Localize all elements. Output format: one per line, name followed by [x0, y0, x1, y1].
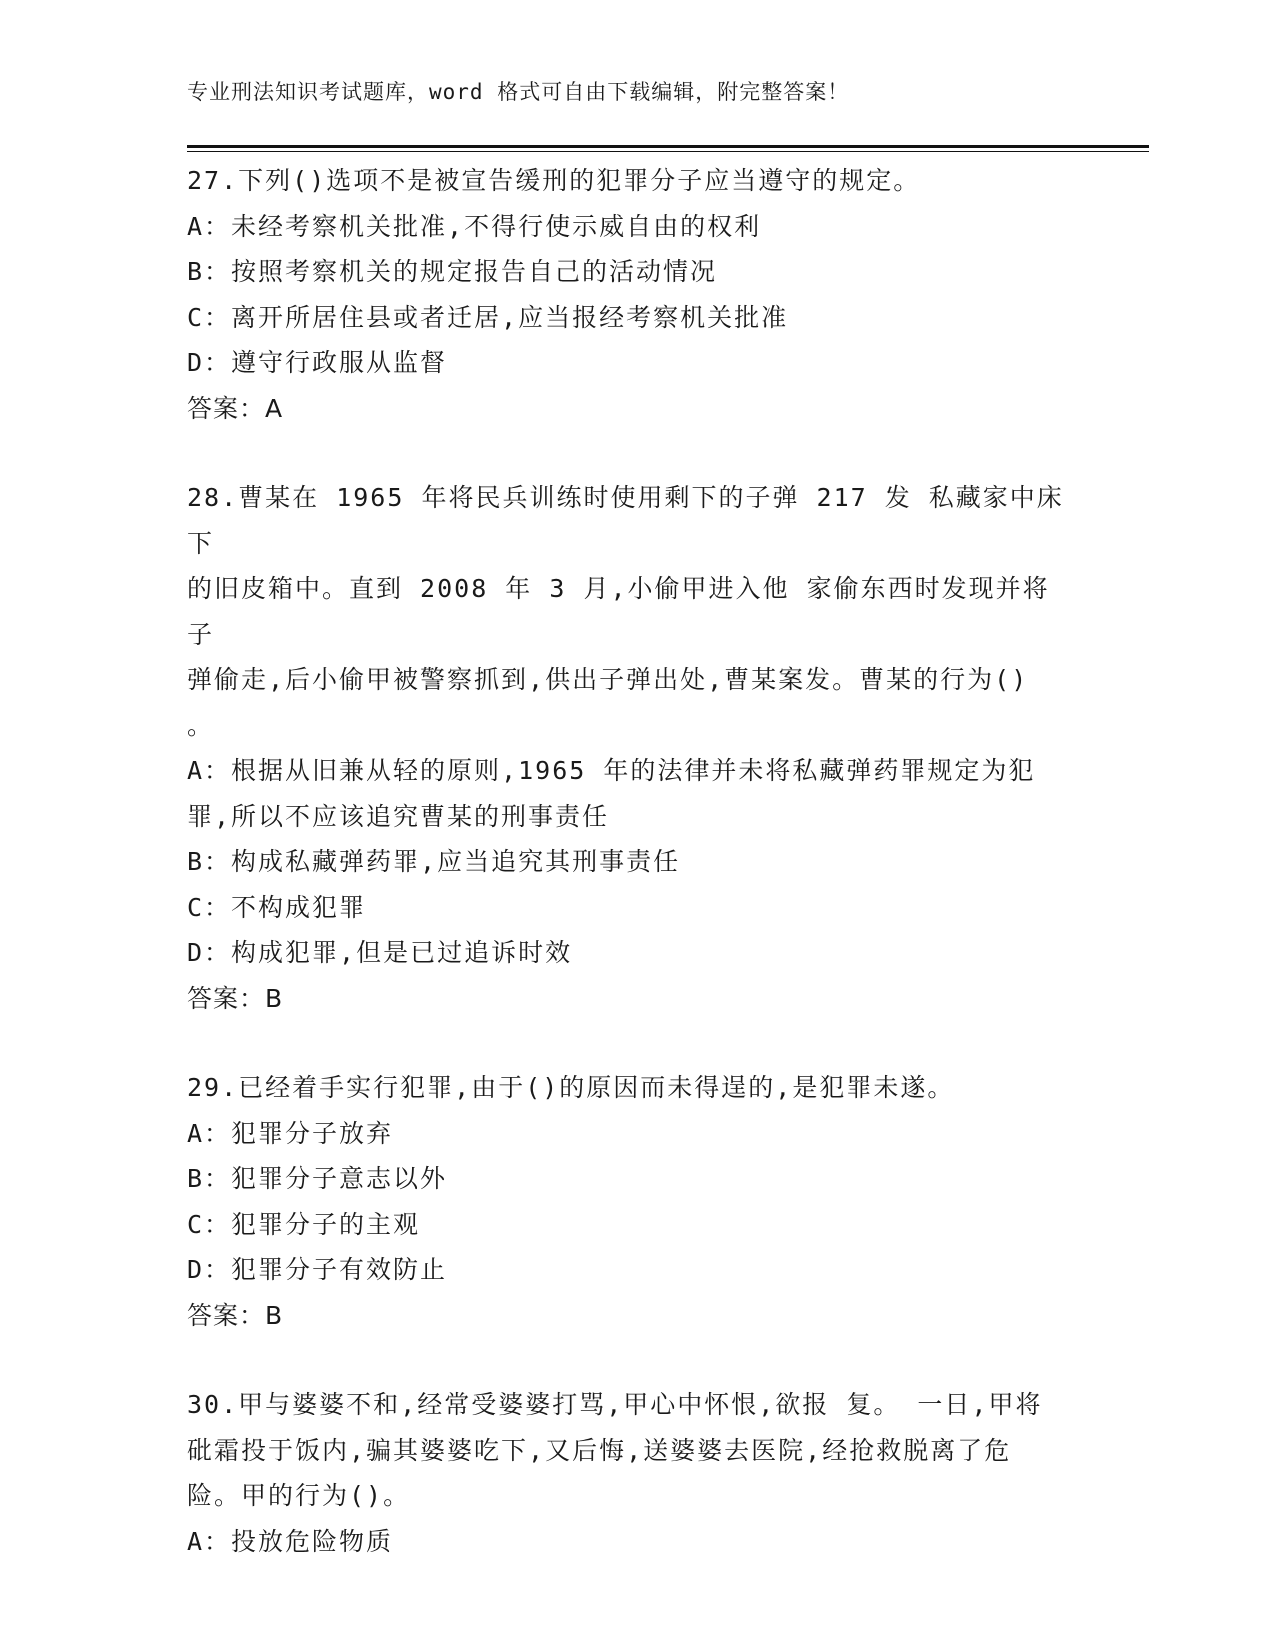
option-d: D：构成犯罪,但是已过追诉时效	[187, 938, 573, 967]
answer-label: 答案：A	[187, 393, 284, 423]
question-29	[187, 1065, 1067, 1338]
answer-label: 答案：B	[187, 1300, 284, 1330]
question-list	[187, 158, 1067, 1608]
question-stem-line: 27.下列()选项不是被宣告缓刑的犯罪分子应当遵守的规定。	[187, 166, 921, 195]
option-b: B：犯罪分子意志以外	[187, 1164, 448, 1193]
option-d: D：犯罪分子有效防止	[187, 1255, 448, 1284]
option-a-continued: 罪,所以不应该追究曹某的刑事责任	[187, 801, 610, 831]
option-b: B：按照考察机关的规定报告自己的活动情况	[187, 257, 718, 286]
option-b: B：构成私藏弹药罪,应当追究其刑事责任	[187, 847, 681, 876]
question-stem-line: 险。甲的行为()。	[187, 1481, 411, 1510]
answer-label: 答案：B	[187, 983, 284, 1013]
option-c: C：离开所居住县或者迁居,应当报经考察机关批准	[187, 302, 789, 332]
question-stem-line: 砒霜投于饭内,骗其婆婆吃下,又后悔,送婆婆去医院,经抢救脱离了危	[187, 1435, 1012, 1465]
question-stem-line: 弹偷走,后小偷甲被警察抓到,供出子弹出处,曹某案发。曹某的行为()	[187, 665, 1029, 694]
page-header: 专业刑法知识考试题库，word 格式可自由下载编辑，附完整答案！	[187, 80, 850, 104]
question-27	[187, 158, 1067, 431]
header-rule-thin	[187, 151, 1149, 152]
option-a: A：未经考察机关批准,不得行使示威自由的权利	[187, 211, 762, 241]
question-stem-line: 。	[187, 710, 215, 740]
question-28	[187, 475, 1067, 1021]
question-30	[187, 1382, 1067, 1564]
question-stem-line: 29.已经着手实行犯罪,由于()的原因而未得逞的,是犯罪未遂。	[187, 1073, 955, 1102]
question-stem-line: 的旧皮箱中。直到 2008 年 3 月,小偷甲进入他 家偷东西时发现并将子	[187, 574, 1050, 649]
option-c: C：不构成犯罪	[187, 892, 367, 922]
header-rule-thick	[187, 145, 1149, 148]
option-d: D：遵守行政服从监督	[187, 348, 448, 377]
question-stem-line: 28.曹某在 1965 年将民兵训练时使用剩下的子弹 217 发 私藏家中床下	[187, 483, 1064, 558]
option-a: A：犯罪分子放弃	[187, 1118, 394, 1148]
option-c: C：犯罪分子的主观	[187, 1209, 421, 1239]
option-a: A：根据从旧兼从轻的原则,1965 年的法律并未将私藏弹药罪规定为犯	[187, 756, 1036, 785]
option-a: A：投放危险物质	[187, 1526, 394, 1556]
question-stem-line: 30.甲与婆婆不和,经常受婆婆打骂,甲心中怀恨,欲报 复。 一日,甲将	[187, 1390, 1043, 1419]
